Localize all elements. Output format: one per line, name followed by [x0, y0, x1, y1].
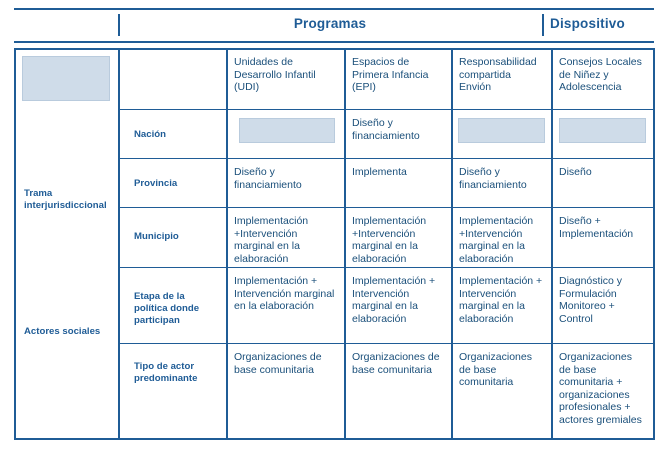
cell-tipo-actor-envion: Organizaciones de base comunitaria: [459, 351, 532, 389]
row-label-provincia: Provincia: [134, 178, 178, 189]
header-rule-bottom: [14, 41, 654, 43]
cell-municipio-epi: Implementación +Intervención marginal en la elaboración: [352, 215, 427, 265]
header-group-programas: Programas: [293, 16, 367, 31]
cell-tipo-actor-udi: Organizaciones de base comunitaria: [234, 351, 322, 376]
row-nacion-consejos-shade: [559, 118, 646, 143]
cell-provincia-epi: Implementa: [352, 166, 407, 178]
row-label-tipo-actor: Tipo de actor predominante: [134, 361, 198, 384]
grid-hline-row4: [118, 343, 653, 344]
cell-provincia-envion: Diseño y financiamiento: [459, 166, 527, 191]
cell-etapa-epi: Implementación + Intervención marginal en la elaboración: [352, 275, 436, 325]
grid-hline-row1: [118, 158, 653, 159]
column-header-udi: Unidades de Desarrollo Infantil (UDI): [234, 56, 316, 94]
table-grid: [14, 48, 654, 440]
grid-hline-row3: [118, 267, 653, 268]
grid-hline-top: [14, 48, 654, 50]
dispositivo-tick: [542, 14, 544, 36]
cell-municipio-envion: Implementación +Intervención marginal en la elaboración: [459, 215, 534, 265]
header-group-dispositivo: Dispositivo: [550, 16, 625, 31]
column-header-envion: Responsabilidad compartida Envión: [459, 56, 537, 94]
column-header-consejos: Consejos Locales de Niñez y Adolescencia: [559, 56, 642, 94]
corner-shade-block: [22, 56, 110, 101]
cell-provincia-udi: Diseño y financiamiento: [234, 166, 302, 191]
row-nacion-udi-shade: [239, 118, 335, 143]
table-header-band: [14, 8, 654, 42]
cell-provincia-consejos: Diseño: [559, 166, 592, 178]
side-label-trama: Trama interjurisdiccional: [24, 188, 107, 211]
row-nacion-envion-shade: [458, 118, 545, 143]
cell-nacion-epi: Diseño y financiamiento: [352, 117, 420, 142]
cell-municipio-consejos: Diseño + Implementación: [559, 215, 634, 240]
column-header-epi: Espacios de Primera Infancia (EPI): [352, 56, 429, 94]
grid-hline-colhead: [118, 109, 653, 110]
cell-tipo-actor-epi: Organizaciones de base comunitaria: [352, 351, 440, 376]
row-label-etapa: Etapa de la política donde participan: [134, 291, 200, 326]
row-label-municipio: Municipio: [134, 231, 179, 242]
header-rule-top: [14, 8, 654, 10]
cell-tipo-actor-consejos: Organizaciones de base comunitaria + organizaciones profesionales + actores gremiales: [559, 351, 642, 426]
grid-hline-bottom: [14, 438, 654, 440]
side-label-actores: Actores sociales: [24, 326, 101, 337]
cell-etapa-envion: Implementación + Intervención marginal en la elaboración: [459, 275, 543, 325]
cell-municipio-udi: Implementación +Intervención marginal en la elaboración: [234, 215, 309, 265]
programas-tick: [118, 14, 120, 36]
grid-vline-right: [653, 48, 655, 440]
grid-hline-row2: [118, 207, 653, 208]
cell-etapa-consejos: Diagnóstico y Formulación Monitoreo + Control: [559, 275, 623, 325]
cell-etapa-udi: Implementación + Intervención marginal en la elaboración: [234, 275, 335, 313]
grid-vline-left: [14, 48, 16, 440]
row-label-nacion: Nación: [134, 129, 166, 140]
